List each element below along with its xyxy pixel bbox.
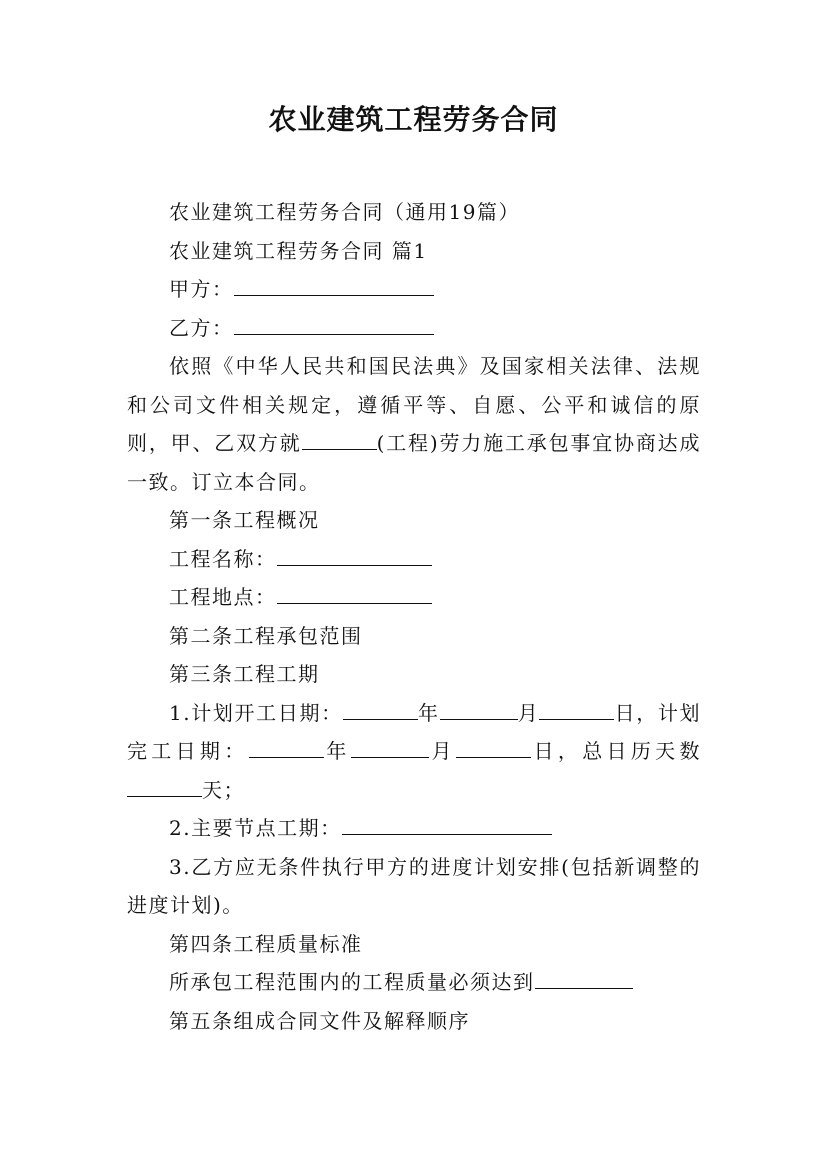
project-location-line [127, 578, 701, 617]
intro-paragraph [127, 347, 701, 501]
start-day-blank [539, 697, 614, 720]
quality-blank [535, 966, 633, 989]
intro-text-b: (工程)劳力施工承包事宜协商达成一致。订立本合同。 [127, 431, 702, 494]
end-year-unit: 年 [323, 739, 351, 763]
end-day-blank [456, 735, 531, 758]
party-a-label: 甲方： [169, 277, 234, 301]
schedule-item2 [127, 809, 701, 848]
schedule-end-label: 计划完工日期： [127, 700, 702, 763]
total-days-unit: 天； [202, 777, 245, 802]
schedule-start-label: 1.计划开工日期： [169, 700, 343, 725]
quality-line [127, 963, 701, 1002]
start-day-unit: 日， [614, 700, 658, 725]
start-month-blank [440, 697, 518, 720]
project-name-line [127, 540, 701, 579]
total-days-blank [127, 774, 202, 797]
end-year-blank [249, 735, 324, 758]
start-year-blank [343, 697, 418, 720]
article3-heading: 第三条工程工期 [169, 662, 320, 686]
end-day-unit: 日， [530, 739, 583, 763]
document-title: 农业建筑工程劳务合同 [268, 103, 559, 136]
end-month-blank [351, 735, 429, 758]
article4-heading: 第四条工程质量标准 [169, 931, 363, 956]
total-days-label: 总日历天数 [582, 739, 701, 763]
project-name-blank [277, 543, 432, 566]
schedule-item1 [127, 694, 701, 810]
start-year-unit: 年 [417, 700, 440, 725]
party-a-blank [234, 273, 434, 296]
document-body [127, 193, 701, 1040]
section-heading: 农业建筑工程劳务合同 篇1 [169, 238, 428, 263]
party-a-line [127, 270, 701, 309]
article2-heading: 第二条工程承包范围 [169, 623, 363, 648]
schedule-item3: 3.乙方应无条件执行甲方的进度计划安排(包括新调整的进度计划)。 [127, 854, 701, 917]
project-name-label: 工程名称： [169, 546, 277, 571]
subtitle-line: 农业建筑工程劳务合同（通用19篇） [169, 200, 520, 224]
milestone-label: 2.主要节点工期： [169, 816, 342, 840]
party-b-line [127, 309, 701, 348]
article1-heading: 第一条工程概况 [169, 508, 320, 532]
project-location-blank [277, 581, 432, 604]
end-month-unit: 月 [428, 739, 456, 763]
party-b-label: 乙方： [169, 315, 234, 340]
project-blank [302, 427, 377, 450]
article5-heading: 第五条组成合同文件及解释顺序 [169, 1008, 470, 1033]
party-b-blank [234, 312, 434, 335]
intro-text-a: 依照《中华人民共和国民法典》及国家相关法律、法规和公司文件相关规定，遵循平等、自愿、公平和诚信的原则，甲、乙双方就 [127, 354, 701, 455]
start-month-unit: 月 [517, 700, 540, 725]
project-location-label: 工程地点： [169, 585, 277, 609]
milestone-blank [342, 812, 552, 835]
quality-text: 所承包工程范围内的工程质量必须达到 [169, 970, 535, 994]
